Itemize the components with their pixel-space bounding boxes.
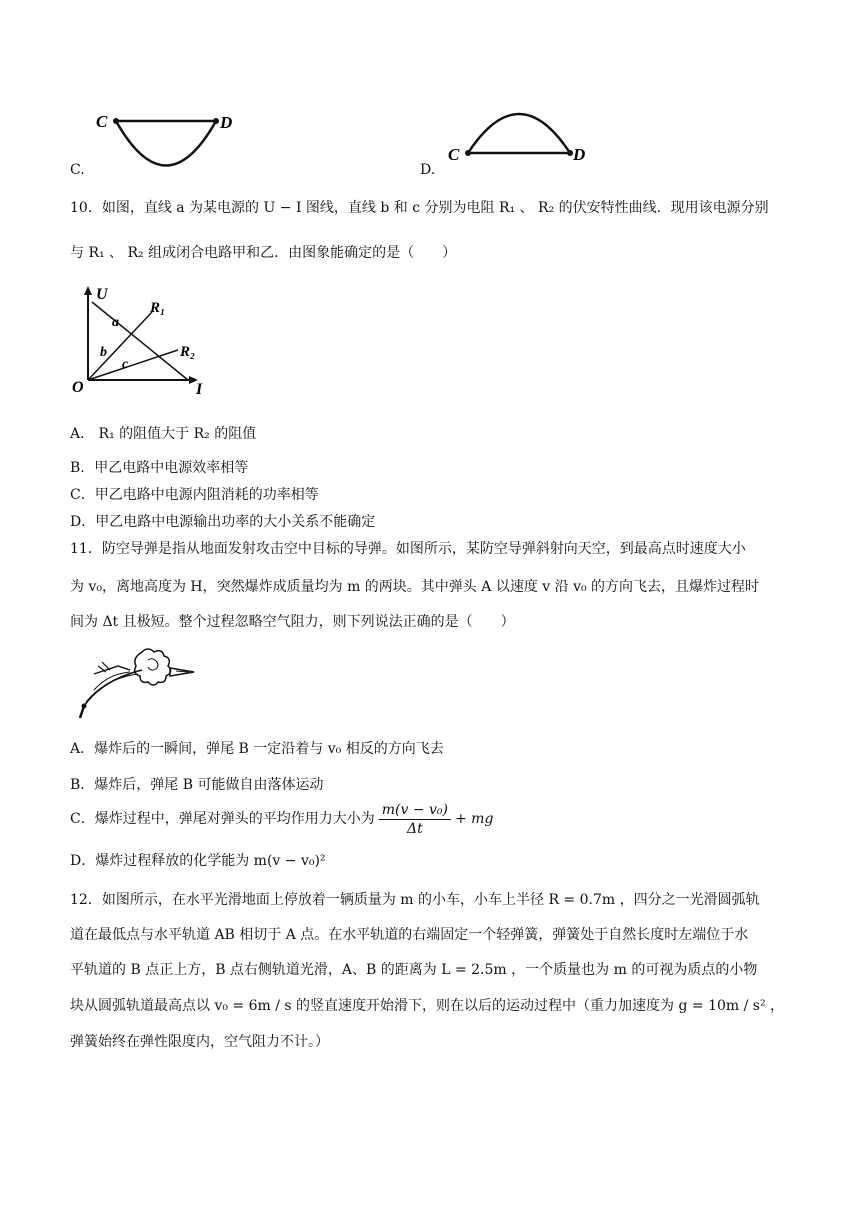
question-12-line-4: 块从圆弧轨道最高点以 v₀ = 6m / s 的竖直速度开始滑下，则在以后的运动过程中（重力加速度为 g = 10m / s² ， (70, 998, 785, 1014)
label-c: C (448, 145, 460, 164)
curve-cd-down (90, 100, 250, 180)
option-d-figure (440, 95, 600, 170)
label-c: C (96, 112, 108, 131)
question-11-line-2: 为 v₀，离地高度为 H，突然爆炸成质量均为 m 的两块。其中弹头 A 以速度 v 沿 v₀ 的方向飞去，且爆炸过程时 (70, 579, 760, 595)
q11-option-c (70, 799, 493, 839)
question-12-line-5: 弹簧始终在弹性限度内，空气阻力不计。） (70, 1034, 329, 1050)
q11-option-a: A．爆炸后的一瞬间，弹尾 B 一定沿着与 v₀ 相反的方向飞去 (70, 741, 444, 757)
r1-label: R₁ (150, 300, 166, 316)
q10-option-a: A． R₁ 的阻值大于 R₂ 的阻值 (70, 426, 257, 442)
q10-option-c: C．甲乙电路中电源内阻消耗的功率相等 (70, 487, 319, 503)
q11-option-d: D．爆炸过程释放的化学能为 m(v − v₀)² (70, 853, 326, 869)
ui-graph-svg (70, 282, 230, 402)
line-c-label: c (122, 357, 129, 372)
option-d-label: D. (420, 162, 436, 178)
question-11-line-1: 11．防空导弹是指从地面发射攻击空中目标的导弹。如图所示，某防空导弹斜射向天空，到最高点时速度大小 (70, 541, 746, 557)
origin-label: O (72, 379, 84, 396)
line-a-label: a (112, 315, 119, 330)
axis-i-label: I (196, 381, 203, 398)
r2-label: R₂ (180, 344, 196, 360)
question-12-line-1: 12．如图所示，在水平光滑地面上停放着一辆质量为 m 的小车，小车上半径 R = 0.7m ，四分之一光滑圆弧轨 (70, 892, 760, 908)
q10-option-b: B．甲乙电路中电源效率相等 (70, 460, 249, 476)
label-d: D (573, 145, 586, 164)
q11-option-b: B．爆炸后，弹尾 B 可能做自由落体运动 (70, 777, 324, 793)
question-11-line-3: 间为 Δt 且极短。整个过程忽略空气阻力，则下列说法正确的是（ ） (70, 614, 515, 630)
question-12-line-2: 道在最低点与水平轨道 AB 相切于 A 点。在水平轨道的右端固定一个轻弹簧，弹簧处于自然长度时左端位于水 (70, 927, 749, 943)
line-b-label: b (100, 345, 107, 360)
missile-explosion-figure (72, 644, 207, 724)
q11-option-c-suffix: + mg (454, 811, 494, 827)
q10-option-d: D．甲乙电路中电源输出功率的大小关系不能确定 (70, 514, 376, 530)
axis-u-label: U (96, 286, 108, 303)
option-c-label: C. (70, 162, 85, 178)
option-c-figure (90, 100, 250, 180)
fraction-denominator: Δt (406, 820, 423, 837)
question-10-line-2: 与 R₁ 、 R₂ 组成闭合电路甲和乙．由图象能确定的是（ ） (70, 245, 457, 261)
q10-ui-graph (70, 282, 230, 402)
fraction-numerator: m(v − v₀) (379, 801, 451, 820)
question-12-line-3: 平轨道的 B 点正上方，B 点右侧轨道光滑，A、B 的距离为 L = 2.5m ，一个质量也为 m 的可视为质点的小物 (70, 962, 758, 978)
curve-cd-up (440, 95, 600, 170)
question-10-line-1: 10．如图，直线 a 为某电源的 U − I 图线，直线 b 和 c 分别为电阻 R₁ 、 R₂ 的伏安特性曲线．现用该电源分别 (70, 200, 769, 216)
missile-svg (72, 644, 207, 724)
q11-option-c-prefix: C．爆炸过程中，弹尾对弹头的平均作用力大小为 (70, 811, 375, 827)
label-d: D (220, 113, 233, 132)
q11-option-c-fraction (379, 801, 451, 838)
